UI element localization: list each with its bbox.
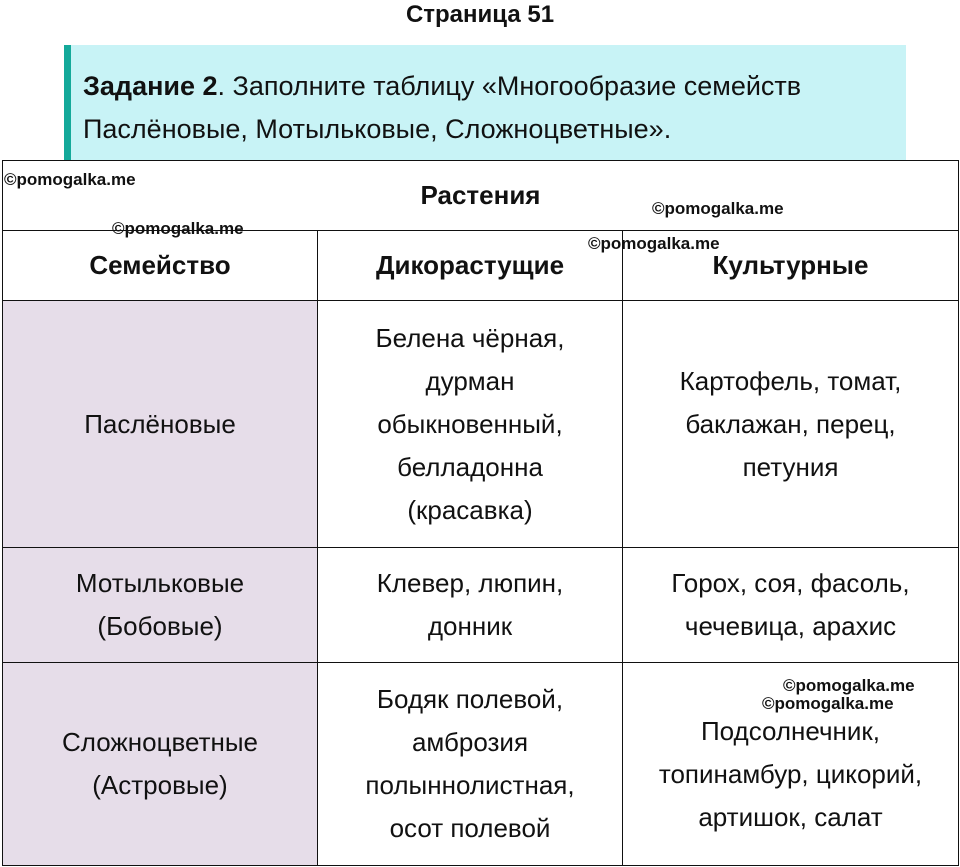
table-row (3, 548, 959, 663)
wild-cell (318, 663, 623, 866)
table-title: Растения (3, 161, 959, 231)
cell-line: Клевер, люпин, (376, 568, 564, 598)
table-row (3, 301, 959, 548)
task-label: Задание 2 (83, 71, 218, 101)
task-line-1 (83, 65, 892, 108)
watermark: ©pomogalka.me (783, 676, 915, 695)
cell-line: (красавка) (407, 494, 533, 525)
family-cell (3, 301, 318, 548)
cell-line: Мотыльковые (75, 568, 245, 598)
wild-cell (318, 548, 623, 663)
watermark: ©pomogalka.me (4, 170, 136, 189)
cell-line: амброзия (411, 727, 529, 757)
cell-line: (Бобовые) (97, 611, 223, 641)
cell-line: петуния (742, 451, 839, 482)
cell-line: Подсолнечник, (700, 715, 881, 746)
cell-line: Белена чёрная, (375, 322, 565, 353)
cell-line: топинамбур, цикорий, (658, 758, 923, 789)
task-text-2: Паслёновые, Мотыльковые, Сложноцветные». (83, 114, 672, 144)
watermark: ©pomogalka.me (762, 694, 894, 713)
header-wild: Дикорастущие (318, 231, 623, 301)
cultivated-cell (623, 548, 959, 663)
cell-line: донник (427, 611, 513, 641)
cell-line: баклажан, перец, (685, 408, 896, 439)
cultivated-cell (623, 301, 959, 548)
watermark: ©pomogalka.me (112, 219, 244, 238)
task-text-1: . Заполните таблицу «Многообразие семейств (217, 71, 802, 101)
cell-line: Бодяк полевой, (376, 684, 564, 714)
cell-line: Сложноцветные (61, 727, 259, 757)
cell-line: Картофель, томат, (679, 365, 902, 396)
cell-line: дурман (425, 365, 515, 396)
header-cultivated: Культурные (623, 231, 959, 301)
cell-line: обыкновенный, (377, 408, 563, 439)
watermark: ©pomogalka.me (652, 199, 784, 218)
family-cell (3, 663, 318, 866)
family-cell (3, 548, 318, 663)
plants-table (2, 160, 959, 866)
cell-line: (Астровые) (92, 770, 228, 800)
cell-line: Паслёновые (84, 408, 236, 439)
watermark: ©pomogalka.me (588, 234, 720, 253)
task-box (64, 45, 906, 160)
cell-line: артишок, салат (698, 801, 883, 832)
wild-cell (318, 301, 623, 548)
cell-line: Горох, соя, фасоль, (671, 568, 910, 598)
header-family: Семейство (3, 231, 318, 301)
cell-line: осот полевой (389, 813, 551, 843)
cell-line: полыннолистная, (365, 770, 575, 800)
page-title: Страница 51 (405, 1, 555, 28)
cell-line: белладонна (397, 451, 543, 482)
cell-line: чечевица, арахис (684, 611, 897, 641)
